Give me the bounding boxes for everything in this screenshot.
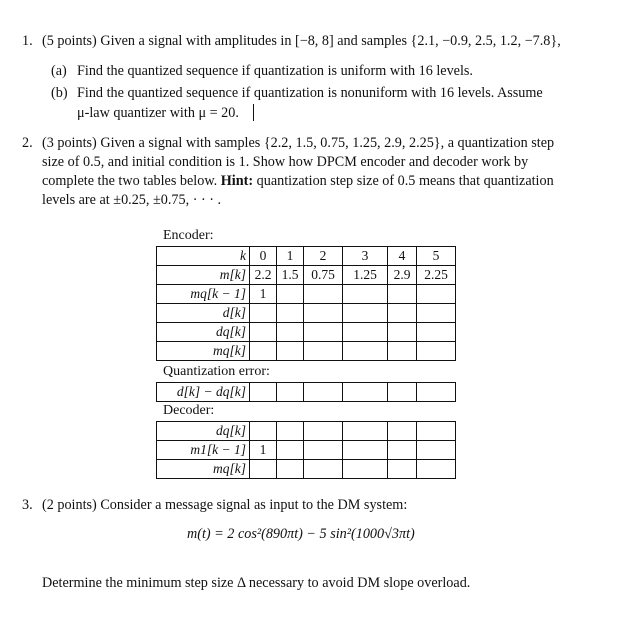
- table-cell: [343, 323, 388, 342]
- table-cell: [388, 460, 417, 479]
- table-cell: 0.75: [304, 266, 343, 285]
- k-cell: 4: [388, 247, 417, 266]
- table-cell: [417, 342, 456, 361]
- q3-number: 3.: [22, 497, 33, 513]
- q3-text: (2 points) Consider a message signal as input to the DM system:: [42, 497, 408, 513]
- table-cell: [277, 304, 304, 323]
- row-label: d[k]: [157, 304, 250, 323]
- table-cell: [417, 441, 456, 460]
- row-label: dq[k]: [157, 422, 250, 441]
- table-cell: [343, 285, 388, 304]
- q2-line3: [42, 172, 554, 191]
- table-cell: [388, 323, 417, 342]
- q2-line4: levels are at ±0.25, ±0.75, · · · .: [42, 192, 222, 208]
- row-label: mq[k]: [157, 342, 250, 361]
- table-row: [157, 441, 456, 460]
- decoder-label: Decoder:: [163, 403, 215, 418]
- table-cell: [277, 460, 304, 479]
- row-label: mq[k]: [157, 460, 250, 479]
- q1b-label: (b): [51, 85, 68, 101]
- q1-text: (5 points) Given a signal with amplitudes in [−8, 8] and samples {2.1, −0.9, 2.5, 1.2, −7.8},: [42, 33, 561, 49]
- table-cell: [417, 323, 456, 342]
- table-row: [157, 383, 456, 402]
- q1b-line1: Find the quantized sequence if quantization is nonuniform with 16 levels. Assume: [77, 85, 543, 101]
- table-cell: [417, 422, 456, 441]
- encoder-table: [156, 246, 456, 361]
- q2-line1: (3 points) Given a signal with samples {2.2, 1.5, 0.75, 1.25, 2.9, 2.25}, a quantization step: [42, 135, 555, 151]
- table-cell: [304, 460, 343, 479]
- hint-label: Hint:: [220, 173, 254, 189]
- decoder-table: [156, 421, 456, 479]
- q3-question: Determine the minimum step size Δ necessary to avoid DM slope overload.: [42, 575, 471, 591]
- q2-line3-post: quantization step size of 0.5 means that quantization: [256, 173, 554, 189]
- table-cell: [277, 422, 304, 441]
- table-row: [157, 285, 456, 304]
- table-cell: [343, 304, 388, 323]
- table-cell: [388, 304, 417, 323]
- row-label: mq[k − 1]: [157, 285, 250, 304]
- table-cell: [277, 323, 304, 342]
- row-label: m[k]: [157, 266, 250, 285]
- table-cell: [343, 460, 388, 479]
- q1-number: 1.: [22, 33, 33, 49]
- q2-line2: size of 0.5, and initial condition is 1. Show how DPCM encoder and decoder work by: [42, 154, 529, 170]
- table-cell: 2.25: [417, 266, 456, 285]
- table-cell: [388, 422, 417, 441]
- table-cell: 1: [250, 285, 277, 304]
- table-cell: [250, 460, 277, 479]
- table-cell: [343, 422, 388, 441]
- table-row: [157, 266, 456, 285]
- q1b-line2: μ-law quantizer with μ = 20.: [77, 105, 239, 121]
- q1a-label: (a): [51, 63, 67, 79]
- table-cell: [388, 441, 417, 460]
- table-cell: [250, 342, 277, 361]
- table-cell: [250, 304, 277, 323]
- table-cell: [388, 383, 417, 402]
- table-cell: [250, 383, 277, 402]
- table-cell: 1.5: [277, 266, 304, 285]
- table-cell: [277, 383, 304, 402]
- table-cell: [250, 323, 277, 342]
- k-cell: 3: [343, 247, 388, 266]
- table-cell: 1.25: [343, 266, 388, 285]
- table-cell: [277, 285, 304, 304]
- table-cell: [304, 441, 343, 460]
- row-label: dq[k]: [157, 323, 250, 342]
- table-cell: 1: [250, 441, 277, 460]
- table-row: [157, 304, 456, 323]
- table-cell: 2.9: [388, 266, 417, 285]
- table-row: [157, 342, 456, 361]
- encoder-label: Encoder:: [163, 228, 214, 243]
- q3-equation: m(t) = 2 cos²(890πt) − 5 sin²(1000√3πt): [187, 526, 415, 542]
- table-cell: [304, 422, 343, 441]
- k-cell: 0: [250, 247, 277, 266]
- table-row: [157, 323, 456, 342]
- table-cell: [343, 383, 388, 402]
- table-cell: [343, 441, 388, 460]
- quant-error-table: [156, 382, 456, 402]
- table-cell: [417, 304, 456, 323]
- table-cell: [304, 304, 343, 323]
- q2-line3-pre: complete the two tables below.: [42, 173, 218, 189]
- table-cell: [250, 422, 277, 441]
- table-cell: [304, 323, 343, 342]
- table-row: [157, 422, 456, 441]
- table-cell: [417, 285, 456, 304]
- table-cell: [388, 285, 417, 304]
- k-cell: 1: [277, 247, 304, 266]
- table-cell: [417, 460, 456, 479]
- table-row: [157, 247, 456, 266]
- k-cell: 5: [417, 247, 456, 266]
- text-cursor: [253, 104, 254, 121]
- quant-error-label: Quantization error:: [163, 364, 270, 379]
- q2-number: 2.: [22, 135, 33, 151]
- table-cell: [277, 441, 304, 460]
- table-cell: [304, 342, 343, 361]
- table-cell: [417, 383, 456, 402]
- table-cell: [304, 285, 343, 304]
- table-cell: [343, 342, 388, 361]
- k-cell: 2: [304, 247, 343, 266]
- table-cell: [304, 383, 343, 402]
- table-cell: [388, 342, 417, 361]
- table-cell: 2.2: [250, 266, 277, 285]
- table-cell: [277, 342, 304, 361]
- k-header: k: [157, 247, 250, 266]
- row-label: m1[k − 1]: [157, 441, 250, 460]
- row-label: d[k] − dq[k]: [157, 383, 250, 402]
- q1a-text: Find the quantized sequence if quantization is uniform with 16 levels.: [77, 63, 473, 79]
- table-row: [157, 460, 456, 479]
